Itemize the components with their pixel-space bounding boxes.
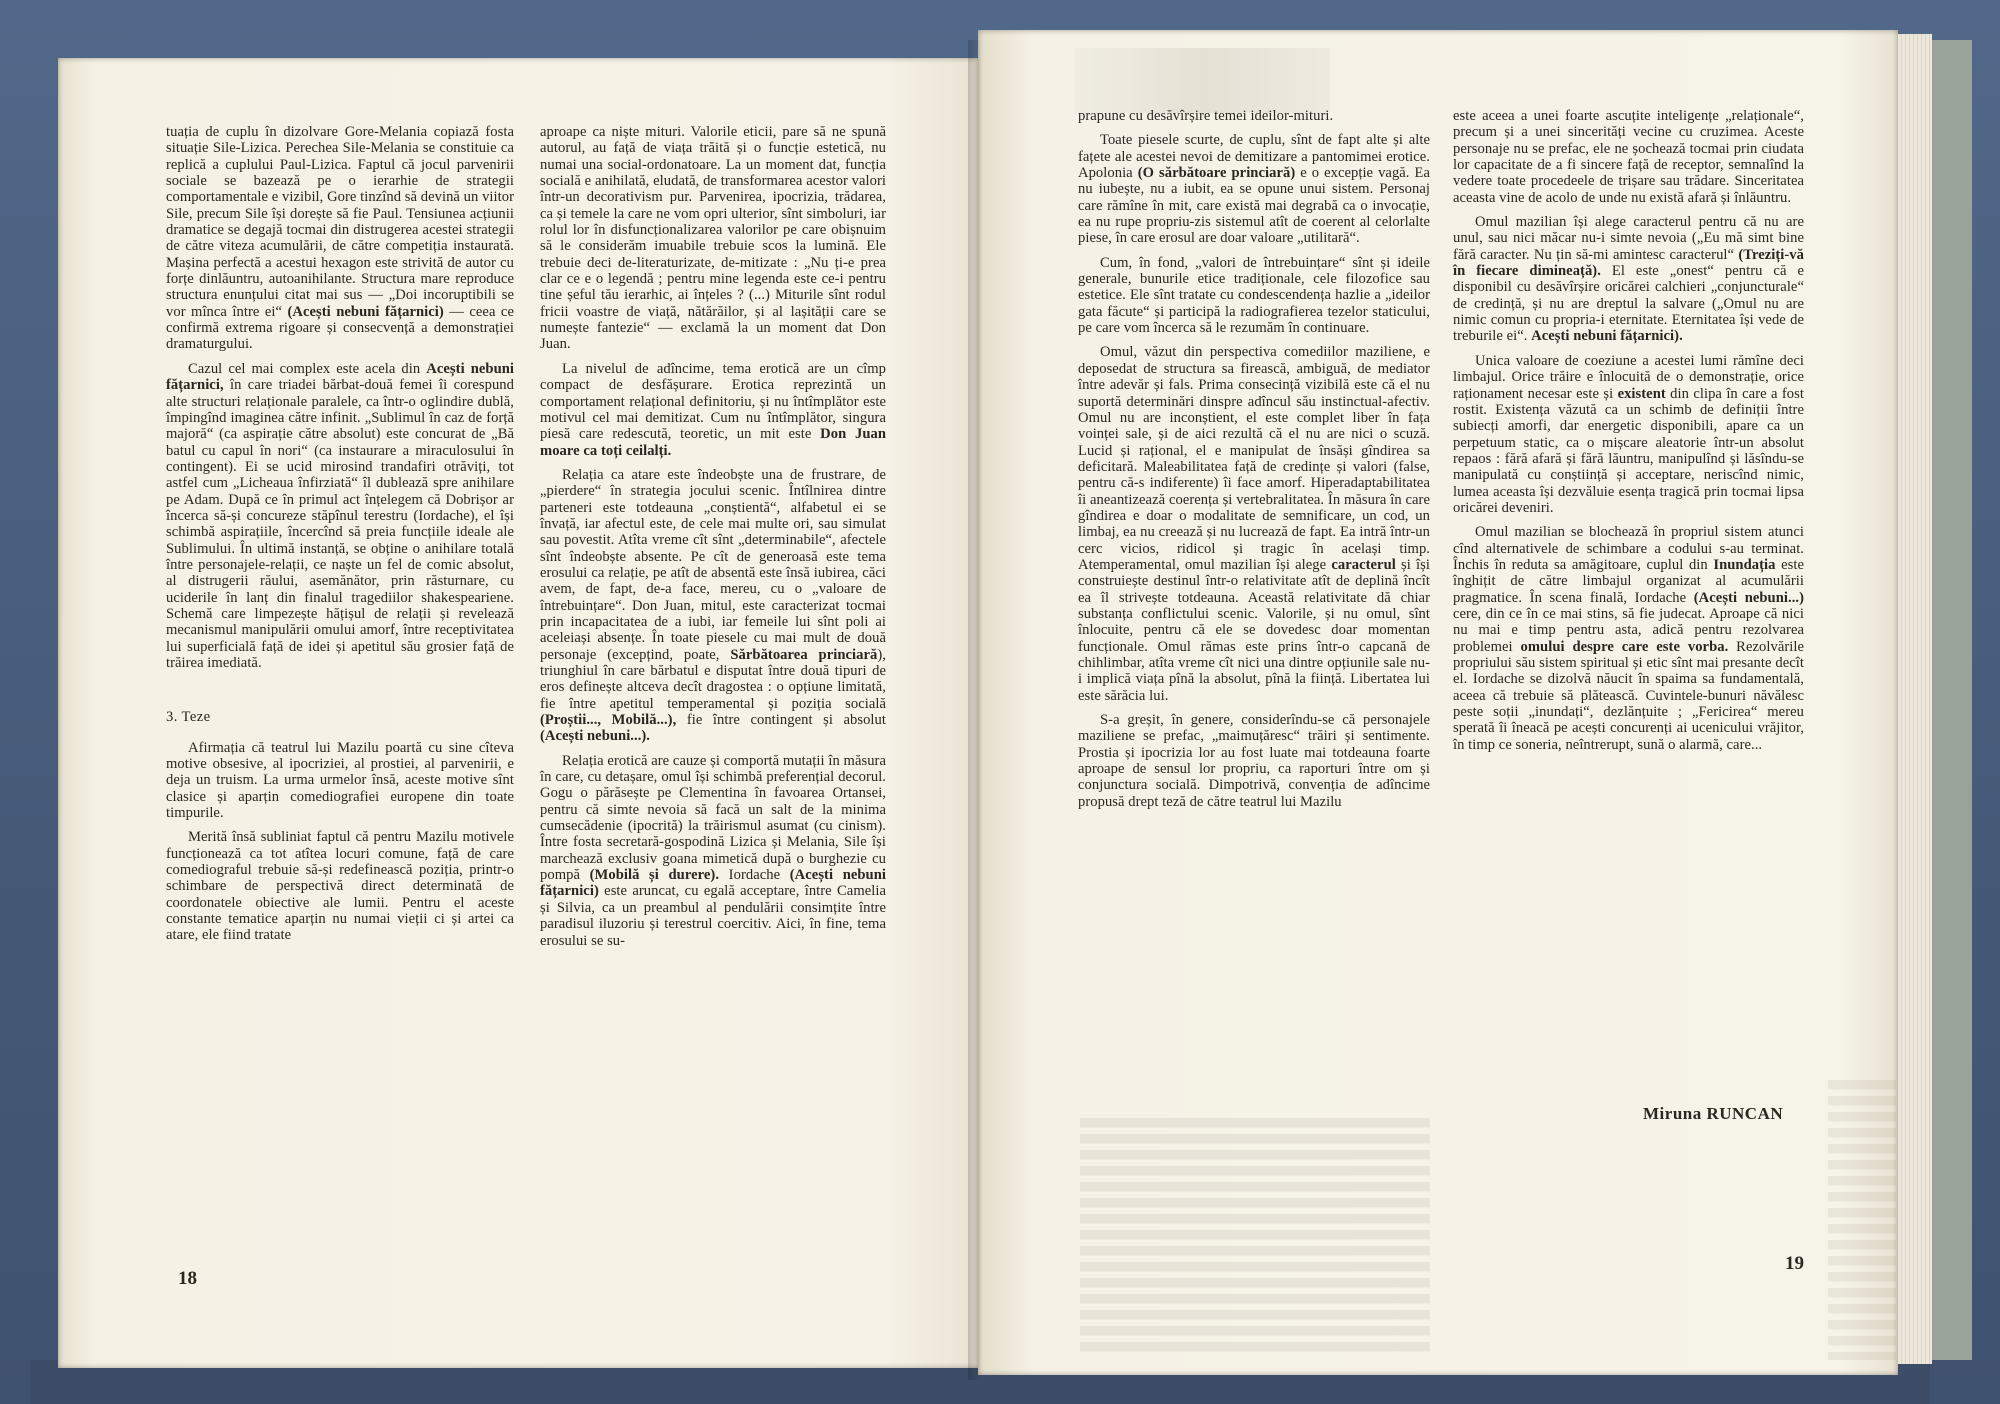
book-gutter xyxy=(968,40,990,1380)
paragraph: Cum, în fond, „valori de întrebuințare“ sînt și ideile generale, bunurile etice tradiționale, cele filozofice sau estetice. Ele sînt tratate cu condescendența hazlie a „ideilor gata făcute“ și participă la radiografierea tezelor staticului, pe care vom încerca să le rezumăm în continuare. xyxy=(1078,254,1430,337)
paragraph: aproape ca niște mituri. Valorile eticii, pare să ne spună autorul, au față de viața trăită și o funcție estetică, nu numai una social-ordonatoare. La un moment dat, funcția socială e anihilată, eludată, de transformarea acestor valori într-un decorativism pur. Parvenirea, ipocrizia, trădarea, ca și temele la care ne vom opri ulterior, sînt simboluri, iar rolul lor în disfuncționalizarea valorilor pe care obișnuim să le considerăm imuabile trebuie scos la lumină. Ele trebuie deci de-literaturizate, de-mitizate : „Nu ți-e prea clar ce e o legendă ; pentru mine legenda este ce-i pentru tine șeful tău ierarhic, ai înțeles ? (...) Miturile sînt rodul fricii voastre de viață, nătărăilor, și al lașității care se numește fantezie“ — exclamă la un moment dat Don Juan. xyxy=(540,124,886,353)
faded-photo-area xyxy=(1075,48,1330,113)
paragraph: este aceea a unei foarte ascuțite inteligențe „relaționale“, precum și a unei sincerități vecine cu cruzimea. Aceste personaje nu se prefac, ele ne șochează tocmai prin ciudata lor capacitate de a fi sincere față de receptor, semnalînd la vedere toate procedeele de trișare sau trădare. Sinceritatea aceasta vine de acolo de unde nu există afară și înlăuntru. xyxy=(1453,108,1804,206)
paragraph: Omul, văzut din perspectiva comediilor maziliene, e deposedat de structura sa firească, ambiguă, de mediator între adevăr și fals. Prima consecință vizibilă este că el nu suportă determinări dinspre adîncul său instinctual-afectiv. Omul nu are inconștient, el este complet liber în fața voinței sale, și de aici rezultă că el nu are nici o scuză. Lucid și rațional, el e manipulat de însăși gîndirea sa deficitară. Maleabilitatea față de credințe și valori (false, pentru că-s indiferente) îi face amorf. Hiperadaptabilitatea îi aneantizează coerența și vertebralitatea. În măsura în care gîndirea e doar o modalitate de semnificare, un cod, un limbaj, ea nu creează și nu lucrează de fapt. Ea intră într-un cerc vicios, ridicol și tragic în același timp. Atemperamental, omul mazilian își alege caracterul și își construiește destinul într-o relativitate atît de deplină încît ea îl strivește totdeauna. Această relativitate dă chiar substanța conflictului scenic. Valorile, și nu omul, sînt înlocuite, pentru că ele se dovedesc doar momentan funcționale. Omul rămas este prins într-o capcană de chihlimbar, atîta vreme cît nici una dintre opțiunile sale nu-i implică viața pînă la absolut, pînă la ființă. Libertatea lui este sărăcia lui. xyxy=(1078,344,1430,704)
back-cover-edge xyxy=(1932,40,1972,1360)
page-number-left: 18 xyxy=(178,1268,197,1289)
paragraph: Cazul cel mai complex este acela din Acești nebuni fățarnici, în care triadei bărbat-două femei îi corespund alte structuri relaționale paralele, ca într-o oglindire dublă, împingînd imaginea către infinit. „Sublimul în caz de forță majoră“ (ca aspirație către absolut) este concurat de „Bă batul cu capul în nori“ (ca instaurare a miraculosului în contingent). Ei se ucid mirosind trandafiri otrăviți, tot astfel cum „Licheaua înfirziată“ îl dublează spre anihilare pe Adam. După ce în primul act înțelegem că Dobrișor ar încerca să-și concureze stăpînul terestru (Iordache), el își schimbă aspirațiile, încercînd să preia funcțiile ideale ale Sublimului. În ultimă instanță, se obține o anihilare totală între personajele-relații, ce naște un fel de comic absolut, al distrugerii răului, asemănător, prin răsturnare, cu uciderile în lanț din finalul tragediilor shakespeariene. Schemă care limpezește hățișul de relații și revelează mecanismul manipulării omului amorf, între receptivitatea lui superficială față de idei și apetitul său grosier față de trăirea imediată. xyxy=(166,360,515,671)
paragraph: S-a greșit, în genere, considerîndu-se că personajele maziliene se prefac, „maimuțăresc“ trăiri și sentimente. Prostia și ipocrizia lor au fost luate mai totdeauna foarte aproape de sensul lor propriu, ca raporturi între om și conjunctura socială. Dimpotrivă, convenția de adîncime propusă drept teză de către teatrul lui Mazilu xyxy=(1078,712,1430,810)
paragraph: Relația erotică are cauze și comportă mutații în măsura în care, cu detașare, omul își schimbă preferențial decorul. Gogu o părăsește pe Clementina în favoarea Ortansei, pentru că simte nevoia să facă un salt de la minima cumsecădenie (ipocrită) la trăirismul asumat (cu cinism). Între fosta secretară-gospodină Lizica și Melania, Sile își marchează exclusiv goana mimetică după o burghezie cu pompă (Mobilă și durere). Iordache (Acești nebuni fățarnici) este aruncat, cu egală acceptare, între Camelia și Silvia, ca un preambul al pendulării consimțite între paradisul iluzoriu și terestrul coercitiv. Aici, în fine, tema erosului se su- xyxy=(540,752,886,949)
paragraph: prapune cu desăvîrșire temei ideilor-mituri. xyxy=(1078,108,1334,124)
show-through-text-edge xyxy=(1828,1080,1896,1360)
paragraph: Unica valoare de coeziune a acestei lumi rămîne deci limbajul. Orice trăire e înlocuită de o demonstrație, orice raționament necesar este și existent din clipa în care a fost rostit. Existența văzută ca un schimb de definiții între subiecți amorfi, dar energetic disponibili, apare ca un perpetuum static, ca o mișcare aleatorie într-un absolut repaos : fără afară și fără lăuntru, manipulînd și lăsîndu-se manipulată cu conștiință și acceptare, neriscînd nimic, lumea aceasta își dezvăluie esența tragică prin tocmai lipsa oricărei deveniri. xyxy=(1453,352,1804,516)
page-edges xyxy=(1898,34,1932,1364)
paragraph: Toate piesele scurte, de cuplu, sînt de fapt alte și alte fațete ale acestei nevoi de demitizare a pantomimei erotice. Apolonia (O sărbătoare princiară) e o excepție vagă. Ea nu iubește, nu a iubit, ea se opune unui sistem. Personaj care rămîne în mit, care există mai degrabă ca o invocație, ea nu rupe propriu-zis sistemul atît de coerent al celorlalte piese, în care erosul are doar valoare „utilitară“. xyxy=(1078,132,1430,247)
section-heading: 3. Teze xyxy=(166,709,211,726)
left-column-1 xyxy=(166,124,514,952)
paragraph: La nivelul de adîncime, tema erotică are un cîmp compact de desfășurare. Erotica reprezintă un comportament relațional definitoriu, și nu întîmplător este motivul cel mai demitizat. Cum nu întîmplător, singura piesă care redescută, teoretic, un mit este Don Juan moare ca toți ceilalți. xyxy=(540,360,887,459)
paragraph: Afirmația că teatrul lui Mazilu poartă cu sine cîteva motive obsesive, al ipocriziei, al prostiei, al parvenirii, e deja un truism. La urma urmelor însă, aceste motive sînt clasice și aparțin comediografiei europene din toate timpurile. xyxy=(166,739,514,822)
right-column-1 xyxy=(1078,108,1430,818)
show-through-text xyxy=(1080,1118,1430,1353)
page-number-right: 19 xyxy=(1785,1253,1804,1274)
paragraph: Omul mazilian își alege caracterul pentru că nu are unul, sau nici măcar nu-i simte nevoia („Eu mă simt bine fără caracter. Nu țin să-mi amintesc caracterul“ (Treziți-vă în fiecare dimineață). El este „onest“ pentru că e disponibil cu desăvîrșire oricărei calchieri „conjuncturale“ de credință, și nu are dreptul la salvare („Omul nu are nimic comun cu propria-i eternitate. Eternitatea își vede de treburile ei“. Acești nebuni fățarnici). xyxy=(1453,214,1804,345)
paragraph: Merită însă subliniat faptul că pentru Mazilu motivele funcționează ca tot atîtea locuri comune, față de care comediograful trebuie să-și redefinească poziția, printr-o schimbare de perspectivă direct determinată de coordonatele obiective ale lumii. Pentru el aceste constante tematice aparțin nu numai vieții ci și artei ca atare, ele fiind tratate xyxy=(166,829,514,944)
author-signature: Miruna RUNCAN xyxy=(1643,1104,1784,1123)
left-column-2 xyxy=(540,124,886,957)
paragraph: Omul mazilian se blochează în propriul sistem atunci cînd alternativele de schimbare a codului s-au terminat. Închis în reduta sa amăgitoare, cuplul din Inundația este înghițit de către limbajul organizat al acumulării pragmatice. În scena finală, Iordache (Acești nebuni...) cere, din ce în ce mai stins, să fie judecat. Aproape că nici nu mai e timp pentru asta, adică pentru rezolvarea problemei omului despre care este vorba. Rezolvările propriului său sistem spiritual și etic sînt mai presante decît el. Iordache se dizolvă năucit în spaima sa fundamentală, aceea că trebuie să plătească. Cuvintele-bunuri năvălesc peste soții „inundați“, dezlănțuite ; „Fericirea“ mereu sperată îi îneacă pe acești concurenți ai ucenicului vrăjitor, în timp ce soneria, neîntrerupt, sună o alarmă, care... xyxy=(1453,524,1804,753)
right-column-2 xyxy=(1453,108,1804,761)
paragraph: tuația de cuplu în dizolvare Gore-Melania copiază fosta situație Sile-Lizica. Perechea Sile-Melania se constituie ca replică a cuplului Paul-Lizica. Faptul că jocul parvenirii sociale se bazează pe o ierarhie de strategii comportamentale e vizibil, Gore tinzînd să devină un viitor Sile, precum Sile își dorește să fie Paul. Tensiunea acțiunii dramatice se degajă tocmai din distrugerea acestei strategii de către viteza acumulării, de către competiția instaurată. Mașina perfectă a acestui hexagon este strivită de autor cu forțe dinlăuntru, autoanihilante. Structura mare reproduce structura enunțului citat mai sus — „Doi incoruptibili se vor mînca între ei“ (Acești nebuni fățarnici) — ceea ce confirmă extrema rigoare și consecvență a demonstrației dramaturgului. xyxy=(166,124,514,353)
paragraph: Relația ca atare este îndeobște una de frustrare, de „pierdere“ în strategia jocului scenic. Întîlnirea dintre parteneri este totdeauna „conștientă“, alfabetul ei se învață, iar afectul este, de cele mai multe ori, sau simulat sau povestit. Atîta vreme cît sînt „determinabile“, afectele sînt îndeobște absente. Pe cît de generoasă este tema erosului ca relație, pe atît de absentă este însă iubirea, căci avem, de fapt, de-a face, mereu, cu o „valoare de întrebuințare“. Don Juan, mitul, este caracterizat tocmai prin incapacitatea de a iubi, iar femeile lui sînt poli ai aceleiași absențe. În toate piesele cu mai mult de două personaje (excepțind, poate, Sărbătoarea princiară), triunghiul în care bărbatul e disputat între două tipuri de eros definește altceva decît dragostea : o opțiune limitată, fie între apetitul temperamental și poziția socială (Proștii..., Mobilă...), fie între contingent și absolut (Acești nebuni...). xyxy=(540,466,886,745)
